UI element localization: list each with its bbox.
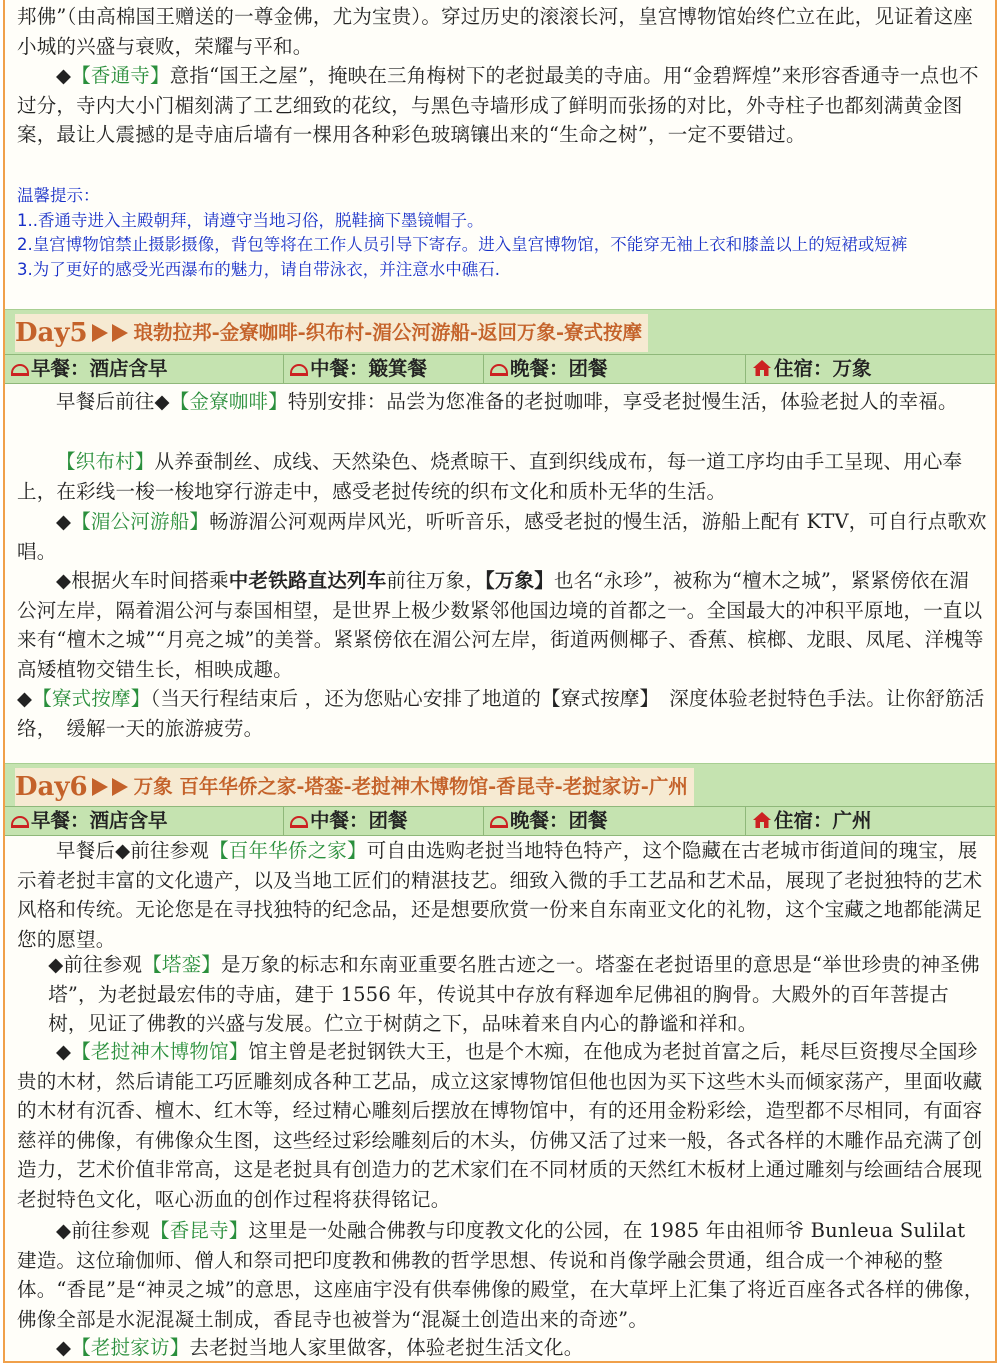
- day6-label-box: [15, 768, 694, 806]
- text: 从养蚕制丝、成线、天然染色、烧煮晾干、直到织线成布，每一道工序均由手工呈现、用心奉上，在彩线一梭一梭地穿行游走中，感受老挝传统的织布文化和质朴无华的生活。: [17, 450, 963, 503]
- day6-home-visit-paragraph: [17, 1333, 987, 1363]
- day6-that-luang-paragraph: [17, 950, 987, 1039]
- day5-dinner: [483, 355, 745, 383]
- train-name: 中老铁路直达列车: [228, 569, 387, 592]
- day6-lunch: [283, 807, 483, 835]
- text: 前往万象，: [386, 569, 485, 592]
- attraction-name-that-luang: 【塔銮】: [142, 953, 221, 976]
- day6-meal-row: [5, 806, 995, 836]
- bullet-diamond: ◆: [56, 64, 72, 87]
- day6-breakfast: [5, 807, 283, 835]
- tips-title: 温馨提示：: [17, 186, 100, 205]
- day5-lunch: [283, 355, 483, 383]
- bullet-diamond: ◆: [56, 1336, 72, 1359]
- dinner-text: 晚餐：团餐: [510, 357, 608, 380]
- day5-vientiane-paragraph: [17, 566, 987, 684]
- day5-header: [5, 309, 995, 355]
- attraction-name-massage: 【寮式按摩】: [32, 687, 151, 710]
- bullet-diamond: ◆: [17, 687, 33, 710]
- attraction-name-cruise: 【湄公河游船】: [71, 510, 210, 533]
- tip-item: 1..香通寺进入主殿朝拜，请遵守当地习俗，脱鞋摘下墨镜帽子。: [17, 210, 484, 230]
- day5-cruise-paragraph: [17, 507, 987, 566]
- text: 特别安排：品尝为您准备的老挝咖啡，享受老挝慢生活，体验老挝人的幸福。: [287, 390, 958, 413]
- xiangtong-text: 意指“国王之屋”，掩映在三角梅树下的老挝最美的寺庙。用“金碧辉煌”来形容香通寺一点也不过分，寺内大小门楣刻满了工艺细致的花纹，与黑色寺墙形成了鲜明而张扬的对比，外寺柱子也都刻满黄金图案，最让人震撼的是寺庙后墙有一棵用各种彩色玻璃镶出来的“生命之树”，一定不要错过。: [17, 64, 979, 146]
- city-name-vientiane: 【万象】: [484, 569, 554, 592]
- triangle-icon: [112, 778, 128, 796]
- day6-overseas-chinese-paragraph: [17, 836, 987, 954]
- day6-number: Day6: [15, 772, 88, 802]
- attraction-name-overseas-chinese-home: 【百年华侨之家】: [209, 839, 367, 862]
- day5-massage-paragraph: [17, 684, 987, 743]
- meal-icon: [290, 364, 308, 376]
- breakfast-text: 早餐：酒店含早: [31, 357, 168, 380]
- triangle-icon: [92, 778, 108, 796]
- meal-icon: [11, 816, 29, 828]
- text: 早餐后前往◆: [56, 390, 170, 413]
- day5-meal-row: [5, 354, 995, 384]
- attraction-name-xiangtong: 【香通寺】: [71, 64, 170, 87]
- day6-route: 万象 百年华侨之家-塔銮-老挝神木博物馆-香昆寺-老挝家访-广州: [133, 775, 688, 798]
- day5-breakfast: [5, 355, 283, 383]
- day5-number: Day5: [15, 318, 88, 348]
- text: 畅游湄公河观两岸风光，听听音乐，感受老挝的慢生活，游船上配有 KTV，可自行点歌欢唱。: [17, 510, 987, 563]
- xiangtong-paragraph: [17, 61, 987, 150]
- bullet-diamond: ◆: [56, 1040, 72, 1063]
- lunch-text: 中餐：簸箕餐: [310, 357, 428, 380]
- text: 也名“永珍”，被称为“檀木之城”，紧紧傍依在湄公河左岸，隔着湄公河与泰国相望，是世界上极少数紧邻他国边境的首都之一。全国最大的冲积平原地，一直以来有“檀木之城”“月亮之城”的美誉。紧紧傍依在湄公河左岸，街道两侧椰子、香蕉、槟榔、龙眼、凤尾、洋槐等高矮植物交错生长，相映成趣。: [17, 569, 984, 681]
- house-icon: [752, 811, 772, 829]
- text: 去老挝当地人家里做客，体验老挝生活文化。: [189, 1336, 584, 1359]
- tip-item: 2.皇宫博物馆禁止摄影摄像，背包等将在工作人员引导下寄存。进入皇宫博物馆，不能穿无袖上衣和膝盖以上的短裙或短裤: [17, 235, 908, 254]
- hotel-text: 住宿：万象: [774, 357, 872, 380]
- triangle-icon: [112, 324, 128, 342]
- day6-hotel: [745, 807, 995, 835]
- text: （当天行程结束后 ，还为您贴心安排了地道的【寮式按摩】 深度体验老挝特色手法。让你舒筋活络， 缓解一天的旅游疲劳。: [17, 687, 985, 740]
- house-icon: [752, 359, 772, 377]
- day6-wood-museum-paragraph: [17, 1037, 987, 1214]
- text: ◆前往参观: [56, 1219, 150, 1242]
- text: ◆根据火车时间搭乘: [56, 569, 229, 592]
- attraction-name-coffee: 【金寮咖啡】: [169, 390, 288, 413]
- triangle-icon: [92, 324, 108, 342]
- text: 这里是一处融合佛教与印度教文化的公园，在 1985 年由祖师爷 Bunleua Sulilat 建造。这位瑜伽师、僧人和祭司把印度教和佛教的哲学思想、传说和肖像学融会贯通，组合成一个神秘的整体。“香昆”是“神灵之城”的意思，这座庙宇没有供奉佛像的殿堂，在大草坪上汇集了将近百座各式各样的佛像，佛像全部是水泥混凝土制成，香昆寺也被誉为“混凝土创造出来的奇迹”。: [17, 1219, 984, 1331]
- day5-hotel: [745, 355, 995, 383]
- meal-icon: [290, 816, 308, 828]
- day5-weaving-paragraph: [17, 447, 987, 506]
- dinner-text: 晚餐：团餐: [510, 809, 608, 832]
- breakfast-text: 早餐：酒店含早: [31, 809, 168, 832]
- meal-icon: [490, 364, 508, 376]
- day6-buddha-park-paragraph: [17, 1216, 987, 1334]
- day5-label-box: [15, 314, 648, 352]
- tip-item: 3.为了更好的感受光西瀑布的魅力，请自带泳衣，并注意水中礁石.: [17, 259, 500, 279]
- bullet-diamond: ◆: [56, 510, 72, 533]
- text: 可自由选购老挝当地特色特产，这个隐藏在古老城市街道间的瑰宝，展示着老挝丰富的文化遗产，以及当地工匠们的精湛技艺。细致入微的手工艺品和艺术品，展现了老挝独特的艺术风格和传统。无论您是在寻找独特的纪念品，还是想要欣赏一份来自东南亚文化的礼物，这个宝藏之地都能满足您的愿望。: [17, 839, 983, 951]
- lunch-text: 中餐：团餐: [310, 809, 408, 832]
- attraction-name-wood-museum: 【老挝神木博物馆】: [71, 1040, 249, 1063]
- day6-dinner: [483, 807, 745, 835]
- attraction-name-weaving: 【织布村】: [56, 450, 155, 473]
- intro-paragraph-end: [17, 2, 987, 61]
- text: ◆前往参观: [48, 953, 143, 976]
- attraction-name-home-visit: 【老挝家访】: [71, 1336, 190, 1359]
- day5-coffee-paragraph: [17, 387, 987, 417]
- attraction-name-buddha-park: 【香昆寺】: [150, 1219, 249, 1242]
- itinerary-page: [3, 0, 997, 1363]
- meal-icon: [11, 364, 29, 376]
- intro-text: 邦佛”（由高棉国王赠送的一尊金佛，尤为宝贵）。穿过历史的滚滚长河，皇宫博物馆始终伫立在此，见证着这座小城的兴盛与衰败，荣耀与平和。: [17, 5, 973, 58]
- day6-header: [5, 763, 995, 809]
- meal-icon: [490, 816, 508, 828]
- tips-block: [17, 184, 987, 282]
- text: 早餐后◆前往参观: [56, 839, 210, 862]
- text: 馆主曾是老挝钢铁大王，也是个木痴，在他成为老挝首富之后，耗尽巨资搜尽全国珍贵的木材，然后请能工巧匠雕刻成各种工艺品，成立这家博物馆但他也因为买下这些木头而倾家荡产，里面收藏的木材有沉香、檀木、红木等，经过精心雕刻后摆放在博物馆中，有的还用金粉彩绘，造型都不尽相同，有面容慈祥的佛像，有佛像众生图，这些经过彩绘雕刻后的木头，仿佛又活了过来一般，各式各样的木雕作品充满了创造力，艺术价值非常高，这是老挝具有创造力的艺术家们在不同材质的天然红木板材上通过雕刻与绘画结合展现老挝特色文化，呕心沥血的创作过程将获得铭记。: [17, 1040, 983, 1211]
- day5-route: 琅勃拉邦-金寮咖啡-织布村-湄公河游船-返回万象-寮式按摩: [133, 321, 643, 344]
- text: 是万象的标志和东南亚重要名胜古迹之一。塔銮在老挝语里的意思是“举世珍贵的神圣佛塔”，为老挝最宏伟的寺庙，建于 1556 年，传说其中存放有释迦牟尼佛祖的胸骨。大殿外的百年菩提古树，见证了佛教的兴盛与发展。伫立于树荫之下，品味着来自内心的静谧和祥和。: [48, 953, 980, 1035]
- hotel-text: 住宿：广州: [774, 809, 872, 832]
